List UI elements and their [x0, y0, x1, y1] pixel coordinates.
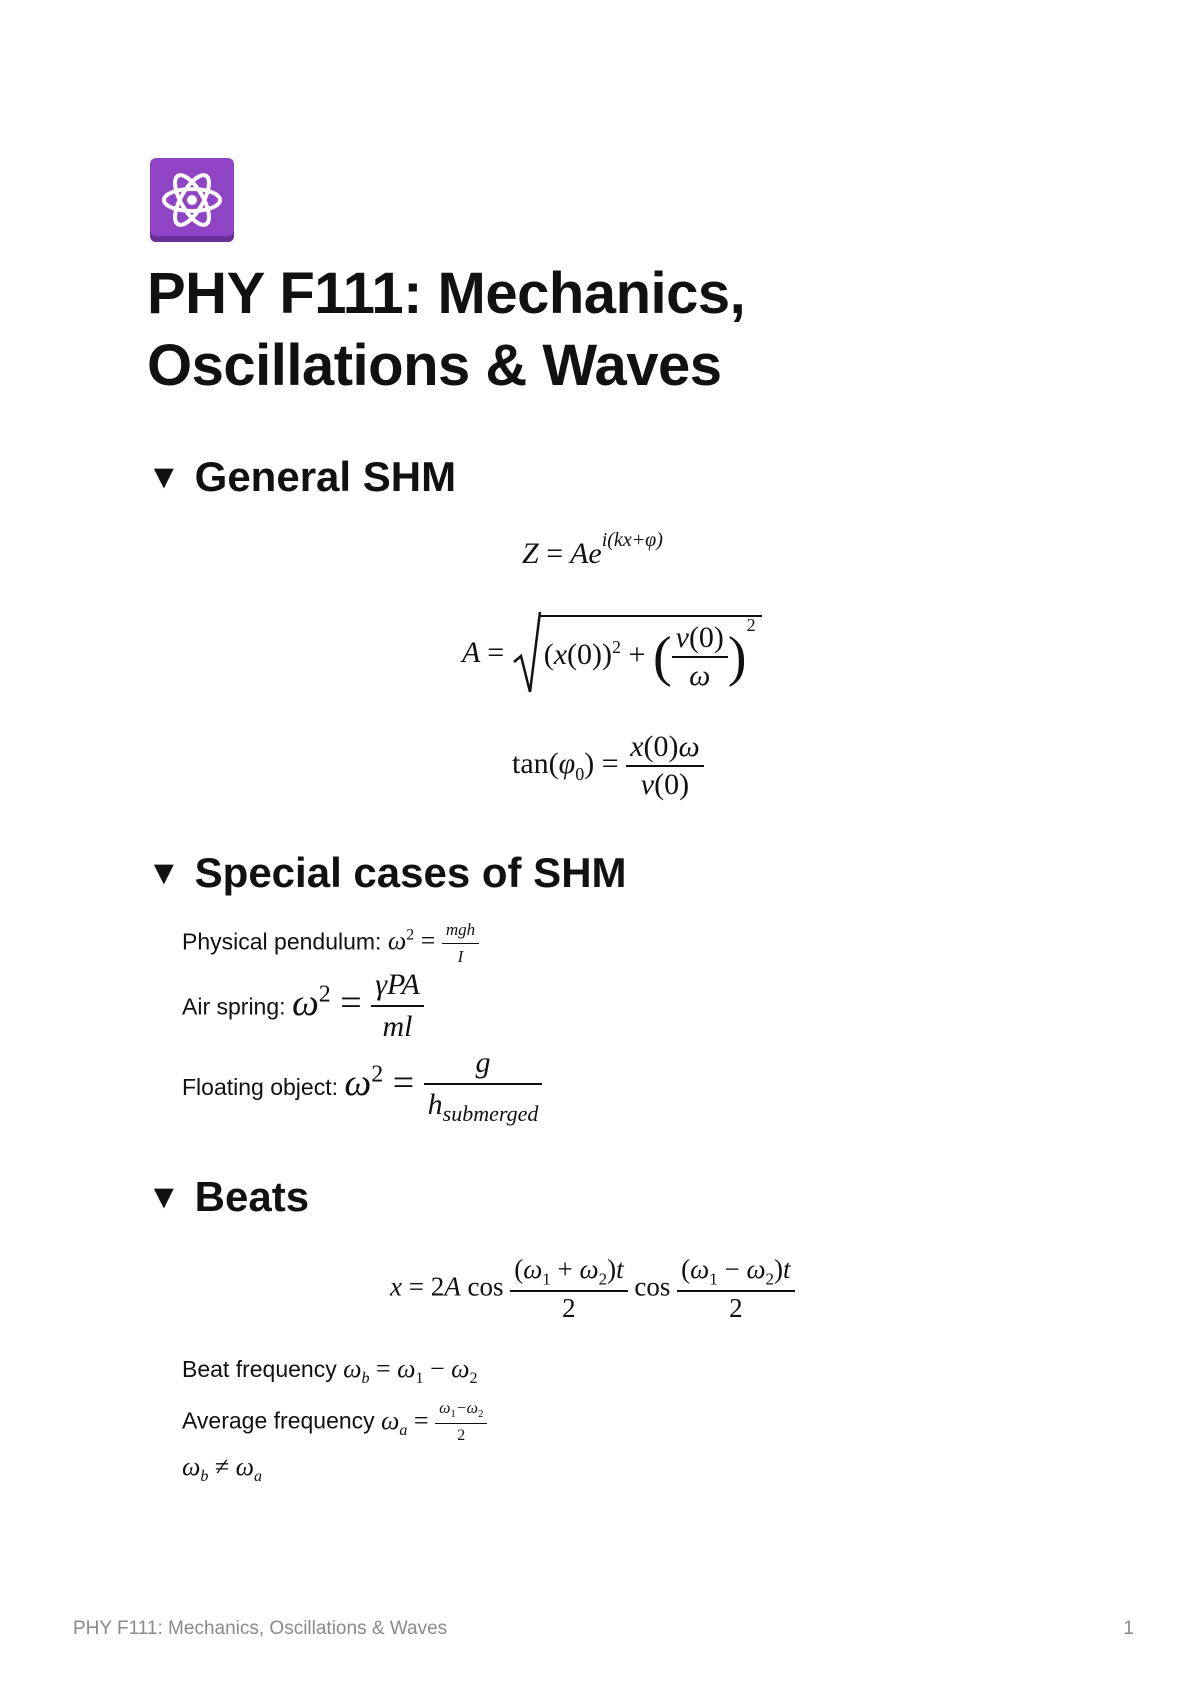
page-title: PHY F111: Mechanics, Oscillations & Waves — [147, 261, 746, 398]
equation-phase: $\tan(\varphi_0)$ = $\frac{x(0)\omega}{v(0)}$ — [512, 732, 704, 800]
section-beats[interactable] — [147, 1172, 309, 1225]
section-general-shm[interactable] — [147, 452, 456, 505]
atom-icon — [150, 158, 234, 242]
footer-page-number: 1 — [1123, 1618, 1134, 1639]
air-spring-label: Air spring: — [182, 993, 286, 1020]
beat-frequency-line: Beat frequency $\omega_b = \omega_1 - \omega_2$ — [182, 1354, 478, 1388]
toggle-triangle-icon[interactable]: ▼ — [147, 458, 181, 496]
equation-complex-shm: $Z = Ae^{i(kx+\varphi)}$ — [522, 529, 663, 570]
section-special-cases[interactable] — [147, 848, 627, 901]
air-spring-line: Air spring: $\omega^2$ = $\frac{\text{γPA}}{ml}$ — [182, 968, 424, 1044]
average-frequency-label: Average frequency — [182, 1407, 375, 1434]
section-heading: Special cases of SHM — [194, 849, 627, 896]
beat-frequency-label: Beat frequency — [182, 1356, 337, 1382]
section-heading: Beats — [194, 1173, 310, 1220]
physical-pendulum-label: Physical pendulum: — [182, 928, 382, 955]
toggle-triangle-icon[interactable]: ▼ — [147, 854, 181, 892]
floating-object-label: Floating object: — [182, 1074, 338, 1101]
section-heading: General SHM — [194, 453, 457, 500]
physical-pendulum-line: Physical pendulum: $\omega^2$ = $\frac{\text{mgh}}{I}$ — [182, 920, 479, 967]
footer-title: PHY F111: Mechanics, Oscillations & Waves — [73, 1618, 448, 1639]
toggle-triangle-icon[interactable]: ▼ — [147, 1178, 181, 1216]
floating-object-line: Floating object: $\omega^2$ = $\frac{g}{h_{submerged}}$ — [182, 1046, 542, 1127]
omega-inequality: $\omega_b \ne \omega_a$ — [182, 1452, 262, 1486]
equation-beats: x = 2A cos $\frac{(\omega_1 + \omega_2)t}{2}$ cos $\frac{(\omega_1 - \omega_2)t}{2}$ — [390, 1256, 795, 1322]
average-frequency-line: Average frequency $\omega_a$ = $\frac{\omega_1-\omega_2}{2}$ — [182, 1400, 487, 1445]
equation-amplitude: $A = (x(0))^2$ + ( $\frac{v(0)}{\omega}$ )$^2$ — [462, 610, 762, 696]
